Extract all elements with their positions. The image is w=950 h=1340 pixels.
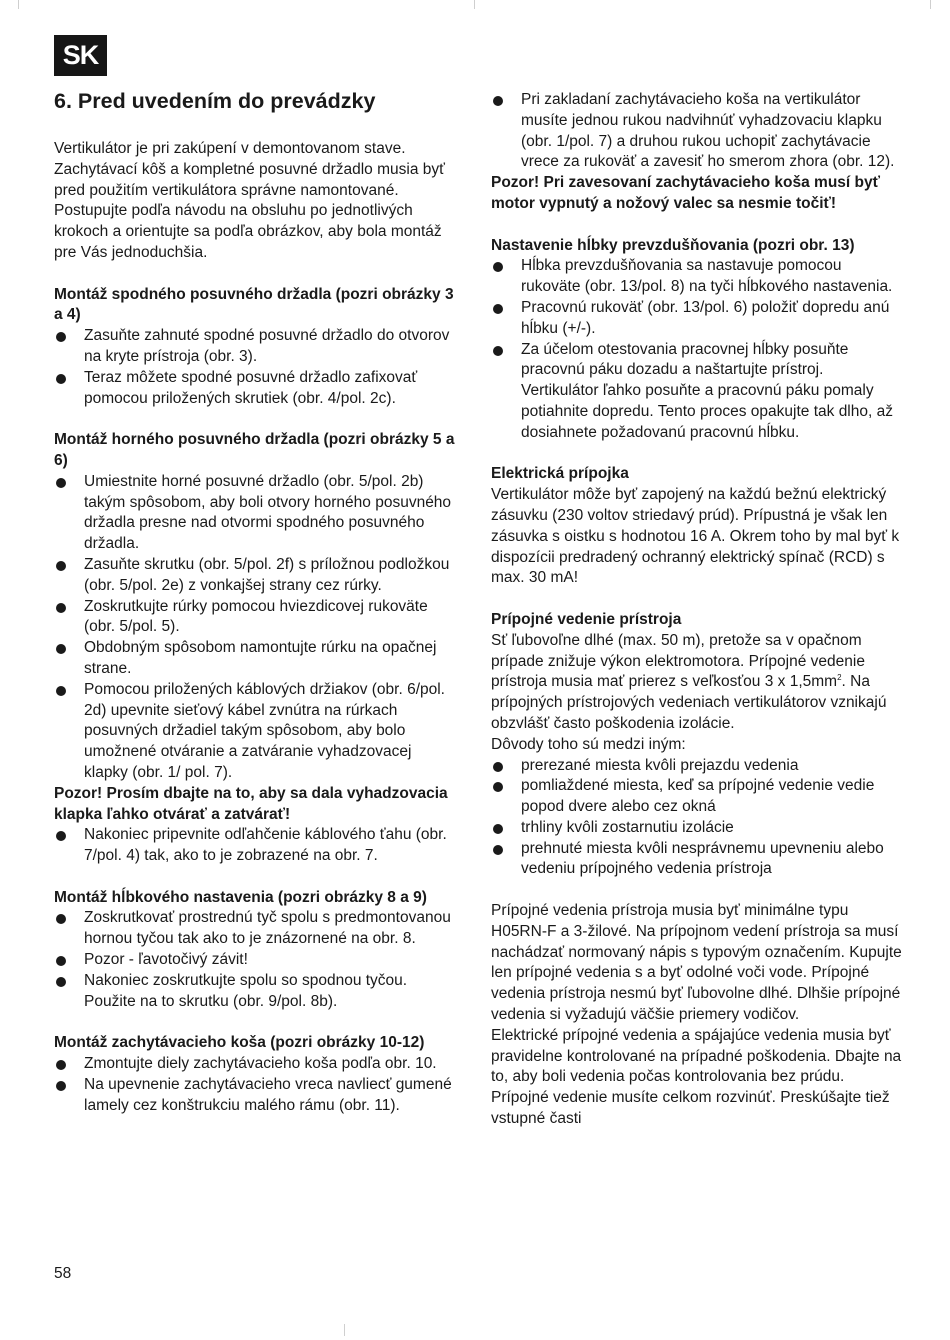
heading-depth-adjustment: Montáž hĺbkového nastavenia (pozri obrázky 8 a 9) xyxy=(54,888,427,906)
heading-lower-handle: Montáž spodného posuvného držadla (pozri obrázky 3 a 4) xyxy=(54,285,454,324)
list-item: Pri zakladaní zachytávacieho koša na vertikulátor musíte jednou rukou nadvihnúť vyhadzovaciu klapku (obr. 1/pol. 7) a druhou rukou uchopiť zachytávacie vrece za rukoväť a zavesiť ho smerom zhora (obr. 12). xyxy=(491,90,903,173)
cable-type-paragraph: Prípojné vedenia prístroja musia byť minimálne typu H05RN-F a 3-žilové. Na prípojnom vedení prístroja sa musí nachádzať normovaný nápis s typovým označením. Kupujte len prípojné vedenia s a byť odolné voči vode. Prípojné vedenia prístroja nesmú byť ľubovolne dlhé. Dlhšie prípojné vedenia si vyžadujú väčšie priemery vodičov. xyxy=(491,902,902,1024)
list-item: Pozor - ľavotočivý závit! xyxy=(54,950,459,971)
list-item: Za účelom otestovania pracovnej hĺbky posuňte pracovnú páku dozadu a naštartujte prístroj. Vertikulátor ľahko posuňte a pracovnú páku pomaly potiahnite dopredu. Tento proces opakujte tak dlho, až dosiahnete požadovanú pracovnú hĺbku. xyxy=(491,340,903,444)
warning-motor-off: Pozor! Pri zavesovaní zachytávacieho koša musí byť motor vypnutý a nožový valec sa nesmie točiť! xyxy=(491,174,881,212)
heading-electrical-connection: Elektrická prípojka xyxy=(491,465,629,483)
aeration-depth-list xyxy=(491,256,903,443)
heading-catch-basket: Montáž zachytávacieho koša (pozri obrázky 10-12) xyxy=(54,1034,425,1052)
upper-handle-list xyxy=(54,472,459,784)
left-column xyxy=(54,88,459,1116)
catch-basket-list xyxy=(54,1054,459,1116)
list-item: trhliny kvôli zostarnutiu izolácie xyxy=(491,818,903,839)
warning-flap: Pozor! Prosím dbajte na to, aby sa dala vyhadzovacia klapka ľahko otvárať a zatvárať! xyxy=(54,784,448,823)
list-item: prehnuté miesta kvôli nesprávnemu upevneniu alebo vedeniu prípojného vedenia prístroja xyxy=(491,839,903,881)
list-item: Hĺbka prevzdušňovania sa nastavuje pomocou rukoväte (obr. 13/pol. 8) na tyči hĺbkového nastavenia. xyxy=(491,256,903,298)
list-item: Umiestnite horné posuvné držadlo (obr. 5/pol. 2b) takým spôsobom, aby boli otvory horného posuvného držadla presne nad otvormi spodného posuvného držadla. xyxy=(54,472,459,555)
basket-attach-list xyxy=(491,90,903,173)
list-item: prerezané miesta kvôli prejazdu vedenia xyxy=(491,756,903,777)
list-item: Nakoniec zoskrutkujte spolu so spodnou tyčou. Použite na to skrutku (obr. 9/pol. 8b). xyxy=(54,971,459,1013)
list-item: pomliaždené miesta, keď sa prípojné vedenie vedie popod dvere alebo cez okná xyxy=(491,776,903,818)
list-item: Na upevnenie zachytávacieho vreca navliecť gumené lamely cez konštrukciu malého rámu (obr. 11). xyxy=(54,1075,459,1117)
list-item: Teraz môžete spodné posuvné držadlo zafixovať pomocou priložených skrutiek (obr. 4/pol. 2c). xyxy=(54,368,459,410)
list-item: Zoskrutkujte rúrky pomocou hviezdicovej rukoväte (obr. 5/pol. 5). xyxy=(54,597,459,639)
list-item: Pomocou priložených káblových držiakov (obr. 6/pol. 2d) upevnite sieťový kábel zvnútra na rúrkach posuvných držadiel takým spôsobom, aby bolo umožnené otváranie a zatváranie vyhadzovacej klapky (obr. 1/ pol. 7). xyxy=(54,680,459,784)
power-cable-text xyxy=(491,631,903,735)
heading-aeration-depth: Nastavenie hĺbky prevzdušňovania (pozri obr. 13) xyxy=(491,236,855,254)
depth-adjustment-list xyxy=(54,908,459,1012)
cable-inspection-paragraph: Elektrické prípojné vedenia a spájajúce vedenia musia byť pravidelne kontrolované na prípadné poškodenia. Dbajte na to, aby boli vedenia počas kontrolovania bez prúdu. Prípojné vedenie musíte celkom rozvinúť. Preskúšajte tiež vstupné časti xyxy=(491,1026,902,1128)
reasons-intro: Dôvody toho sú medzi iným: xyxy=(491,735,686,753)
heading-upper-handle: Montáž horného posuvného držadla (pozri obrázky 5 a 6) xyxy=(54,431,455,469)
page-number: 58 xyxy=(54,1265,72,1282)
crop-mark-top-center xyxy=(474,0,475,9)
heading-power-cable: Prípojné vedenie prístroja xyxy=(491,610,682,628)
list-item: Zasuňte skrutku (obr. 5/pol. 2f) s príložnou podložkou (obr. 5/pol. 2e) z vonkajšej strany cez rúrky. xyxy=(54,555,459,597)
electrical-connection-text: Vertikulátor môže byť zapojený na každú bežnú elektrický zásuvku (230 voltov striedavý prúd). Prípustná je však len zásuvka s oistku s hodnotou 16 A. Okrem toho by mal byť k dispozícii predradený ochranný elektrický spínač (RCD) s max. 30 mA! xyxy=(491,486,900,587)
power-cable-text-b: . Na prípojných prístrojových vedeniach vertikulátorov vznikajú obzvlášť často poškodenia izolácie. xyxy=(491,673,887,732)
intro-paragraph: Vertikulátor je pri zakúpení v demontovanom stave. Zachytávací kôš a kompletné posuvné držadlo musia byť pred použitím vertikulátora správne namontované. Postupujte podľa návodu na obsluhu po jednotlivých krokoch a orientujte sa podľa obrázkov, aby bola montáž pre Vás jednoduchšia. xyxy=(54,140,445,261)
list-item: Zasuňte zahnuté spodné posuvné držadlo do otvorov na kryte prístroja (obr. 3). xyxy=(54,326,459,368)
list-item: Obdobným spôsobom namontujte rúrku na opačnej strane. xyxy=(54,638,459,680)
language-badge: SK xyxy=(54,35,107,76)
crop-mark-bottom-center xyxy=(344,1324,345,1336)
power-cable-text-a: Sť ľubovoľne dlhé (max. 50 m), pretože sa v opačnom prípade znižuje výkon elektromotora. Prípojné vedenie prístroja musia mať prierez s veľkosťou 3 x 1,5mm xyxy=(491,631,865,691)
right-column xyxy=(491,90,903,1130)
superscript-squared: 2 xyxy=(837,673,842,683)
list-item: Zmontujte diely zachytávacieho koša podľa obr. 10. xyxy=(54,1054,459,1075)
crop-mark-top-left xyxy=(18,0,19,9)
crop-mark-top-right xyxy=(930,0,931,9)
strain-relief-list xyxy=(54,825,459,867)
lower-handle-list xyxy=(54,326,459,409)
list-item: Zoskrutkovať prostrednú tyč spolu s predmontovanou hornou tyčou tak ako to je znázornené na obr. 8. xyxy=(54,908,459,950)
damage-reasons-list xyxy=(491,756,903,881)
list-item: Nakoniec pripevnite odľahčenie káblového ťahu (obr. 7/pol. 4) tak, ako to je zobrazené na obr. 7. xyxy=(54,825,459,867)
list-item: Pracovnú rukoväť (obr. 13/pol. 6) položiť dopredu anú hĺbku (+/-). xyxy=(491,298,903,340)
section-title: 6. Pred uvedením do prevádzky xyxy=(54,89,376,113)
